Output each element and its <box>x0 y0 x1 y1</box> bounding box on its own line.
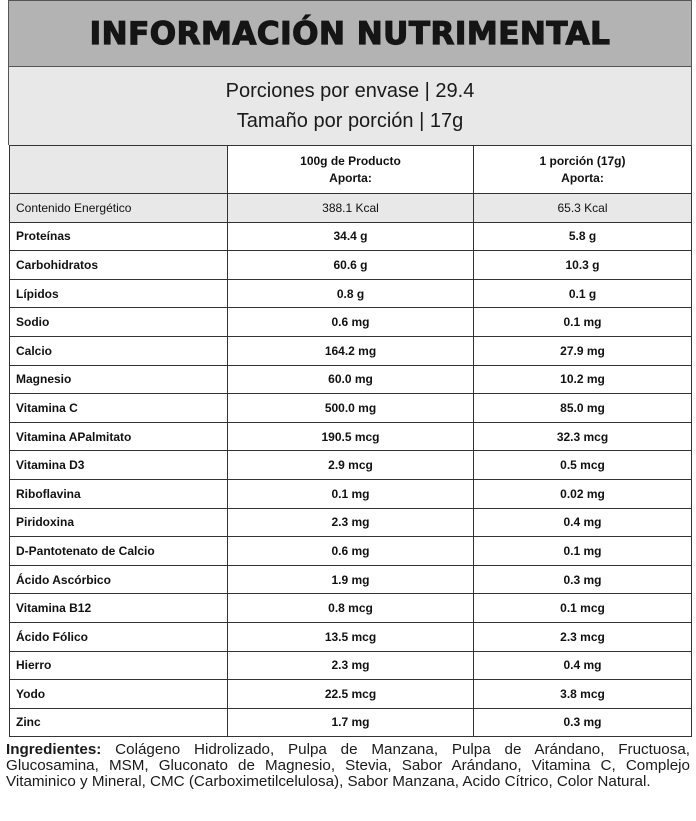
value-per-serving: 65.3 Kcal <box>474 194 692 223</box>
nutrient-name: Vitamina B12 <box>10 594 228 623</box>
value-per-serving: 0.1 mcg <box>474 594 692 623</box>
value-per-100g: 2.3 mg <box>228 508 474 537</box>
nutrient-name: D-Pantotenato de Calcio <box>10 537 228 566</box>
nutrient-name: Riboflavina <box>10 479 228 508</box>
serving-size: Tamaño por porción | 17g <box>236 110 464 132</box>
value-per-100g: 2.3 mg <box>228 651 474 680</box>
value-per-100g: 500.0 mg <box>228 394 474 423</box>
value-per-serving: 10.2 mg <box>474 365 692 394</box>
header-per-100g-line1: 100g de Producto <box>300 153 401 168</box>
table-header-row <box>10 146 692 194</box>
table-row <box>10 365 692 394</box>
value-per-serving: 0.4 mg <box>474 651 692 680</box>
ingredients-paragraph <box>6 742 690 790</box>
value-per-100g: 0.1 mg <box>228 479 474 508</box>
value-per-100g: 0.6 mg <box>228 537 474 566</box>
table-row <box>10 336 692 365</box>
page-title: INFORMACIÓN NUTRIMENTAL <box>89 15 611 52</box>
value-per-100g: 34.4 g <box>228 222 474 251</box>
value-per-100g: 0.6 mg <box>228 308 474 337</box>
nutrient-name: Vitamina C <box>10 394 228 423</box>
header-blank-cell <box>10 146 228 194</box>
nutrient-name: Vitamina APalmitato <box>10 422 228 451</box>
ingredients-label: Ingredientes: <box>6 741 102 758</box>
table-row <box>10 194 692 223</box>
value-per-100g: 388.1 Kcal <box>228 194 474 223</box>
nutrient-name: Magnesio <box>10 365 228 394</box>
table-row <box>10 508 692 537</box>
value-per-100g: 60.6 g <box>228 251 474 280</box>
table-row <box>10 222 692 251</box>
value-per-100g: 0.8 g <box>228 279 474 308</box>
portions-box <box>8 67 692 145</box>
header-per-serving-line1: 1 porción (17g) <box>539 153 626 168</box>
value-per-serving: 0.1 mg <box>474 308 692 337</box>
value-per-100g: 2.9 mcg <box>228 451 474 480</box>
header-per-100g-line2: Aporta: <box>329 170 372 185</box>
value-per-serving: 0.1 mg <box>474 537 692 566</box>
nutrient-name: Yodo <box>10 680 228 709</box>
value-per-serving: 32.3 mcg <box>474 422 692 451</box>
nutrient-name: Calcio <box>10 336 228 365</box>
nutrition-table-body <box>10 194 692 737</box>
value-per-100g: 60.0 mg <box>228 365 474 394</box>
nutrient-name: Ácido Ascórbico <box>10 565 228 594</box>
nutrient-name: Sodio <box>10 308 228 337</box>
nutrient-name: Zinc <box>10 708 228 737</box>
value-per-serving: 5.8 g <box>474 222 692 251</box>
table-row <box>10 651 692 680</box>
table-row <box>10 394 692 423</box>
table-row <box>10 422 692 451</box>
nutrient-name: Vitamina D3 <box>10 451 228 480</box>
table-row <box>10 594 692 623</box>
value-per-100g: 1.7 mg <box>228 708 474 737</box>
nutrient-name: Ácido Fólico <box>10 622 228 651</box>
header-per-serving-line2: Aporta: <box>561 170 604 185</box>
nutrient-name: Proteínas <box>10 222 228 251</box>
table-row <box>10 622 692 651</box>
nutrition-table <box>9 145 692 737</box>
value-per-serving: 0.1 g <box>474 279 692 308</box>
header-per-serving <box>474 146 692 194</box>
servings-per-container: Porciones por envase | 29.4 <box>225 80 475 102</box>
table-row <box>10 451 692 480</box>
value-per-serving: 0.02 mg <box>474 479 692 508</box>
table-row <box>10 479 692 508</box>
value-per-100g: 0.8 mcg <box>228 594 474 623</box>
header-banner <box>8 0 692 67</box>
value-per-serving: 10.3 g <box>474 251 692 280</box>
value-per-100g: 22.5 mcg <box>228 680 474 709</box>
value-per-serving: 27.9 mg <box>474 336 692 365</box>
table-row <box>10 708 692 737</box>
value-per-serving: 85.0 mg <box>474 394 692 423</box>
table-row <box>10 680 692 709</box>
table-row <box>10 565 692 594</box>
value-per-100g: 1.9 mg <box>228 565 474 594</box>
value-per-100g: 190.5 mcg <box>228 422 474 451</box>
value-per-100g: 164.2 mg <box>228 336 474 365</box>
table-row <box>10 537 692 566</box>
nutrient-name: Carbohidratos <box>10 251 228 280</box>
nutrient-name: Contenido Energético <box>10 194 228 223</box>
table-row <box>10 251 692 280</box>
table-row <box>10 308 692 337</box>
value-per-100g: 13.5 mcg <box>228 622 474 651</box>
nutrient-name: Hierro <box>10 651 228 680</box>
value-per-serving: 0.4 mg <box>474 508 692 537</box>
nutrient-name: Piridoxina <box>10 508 228 537</box>
nutrient-name: Lípidos <box>10 279 228 308</box>
value-per-serving: 0.3 mg <box>474 565 692 594</box>
ingredients-text: Colágeno Hidrolizado, Pulpa de Manzana, Pulpa de Arándano, Fructuosa, Glucosamina, MSM, Gluconato de Magnesio, Stevia, Sabor Arándano, Vitamina C, Complejo Vitaminico y Mineral, CMC (Carboximetilcelulosa), Sabor Manzana, Acido Cítrico, Color Natural. <box>6 741 690 790</box>
value-per-serving: 0.3 mg <box>474 708 692 737</box>
value-per-serving: 2.3 mcg <box>474 622 692 651</box>
value-per-serving: 0.5 mcg <box>474 451 692 480</box>
header-per-100g <box>228 146 474 194</box>
table-row <box>10 279 692 308</box>
value-per-serving: 3.8 mcg <box>474 680 692 709</box>
